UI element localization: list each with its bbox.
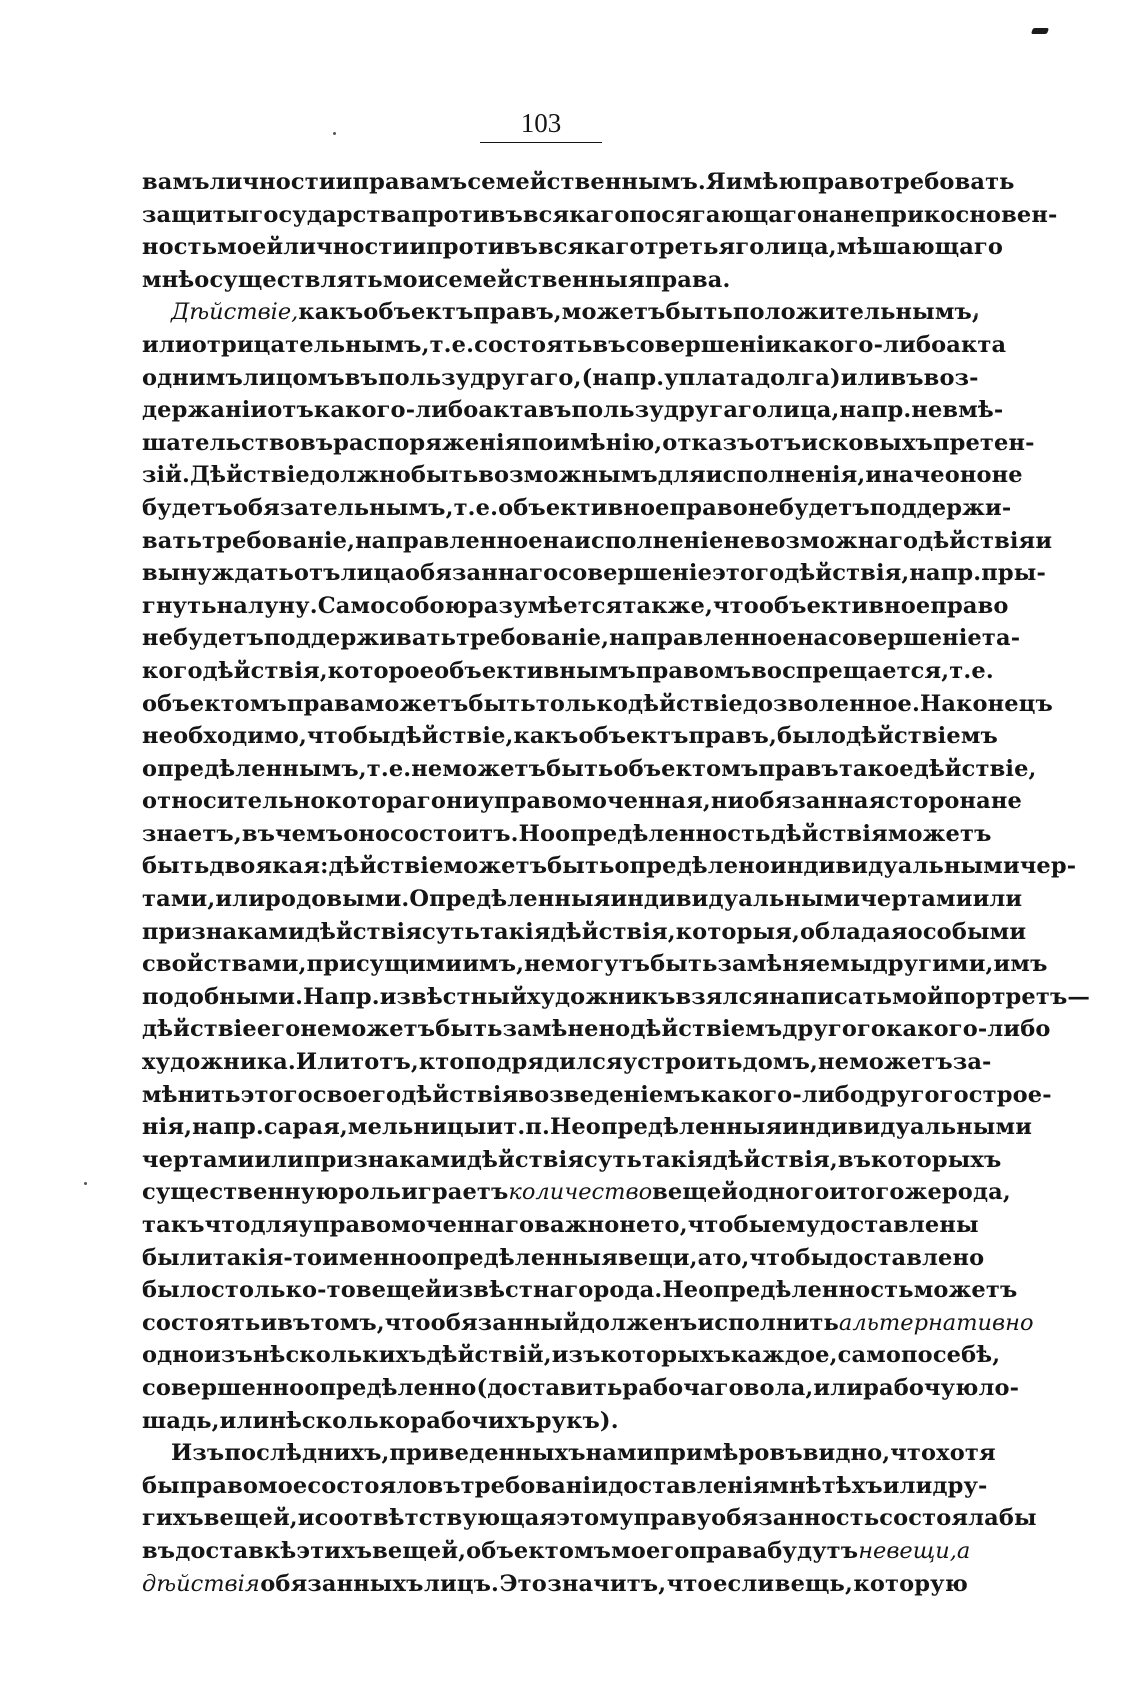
text-line: мнѣ осуществлять мои семейственныя права. <box>142 266 731 293</box>
body-text <box>142 166 1091 1600</box>
text-line: свойствами, присущими имъ, не могутъ быть замѣняемы другими, имъ <box>142 951 1048 978</box>
text-line: относительно котораго ни управомоченная, ни обязанная сторона не <box>142 788 1022 815</box>
text-line: опредѣленнымъ, т. е. не можетъ быть объектомъ правъ такое дѣйствіе, <box>142 755 1037 782</box>
text-line: вамъ личности и правамъ семейственнымъ. Я имѣю право требовать <box>142 169 1015 195</box>
text-line: необходимо, чтобы дѣйствіе, какъ объектъ правъ, было дѣйствіемъ <box>142 723 998 750</box>
text-line: состоять и въ томъ, что обязанный долженъ исполнить альтернативно <box>142 1309 1034 1336</box>
text-line: кого дѣйствія, которое объективнымъ правомъ воспрещается, т. е. <box>142 657 994 684</box>
ink-mark <box>1031 28 1049 34</box>
text-line: Дѣйствіе, какъ объектъ правъ, можетъ быть положительнымъ, <box>171 299 980 326</box>
text-line: гихъ вещей, и соотвѣтствующая этому праву обязанность состояла бы <box>142 1505 1037 1532</box>
text-line: вать требованіе, направленное на исполненіе невозможнаго дѣйствія и <box>142 527 1053 554</box>
text-line: признаками дѣйствія суть такія дѣйствія, которыя, обладая особыми <box>142 918 1027 945</box>
text-line: знаетъ, въ чемъ оно состоитъ. Но опредѣленность дѣйствія можетъ <box>142 820 992 847</box>
text-line: однимъ лицомъ въ пользу другаго, (напр. уплата долга) или въ воз- <box>142 364 979 391</box>
ink-speck <box>84 1182 87 1185</box>
page-number: 103 <box>480 108 602 143</box>
text-line: ность моей личности и противъ всякаго третьяго лица, мѣшающаго <box>142 234 1004 261</box>
text-line: нія, напр. сарая, мельницы и т. п. Неопредѣленныя индивидуальными <box>142 1114 1033 1141</box>
text-line: Изъ послѣднихъ, приведенныхъ нами примѣровъ видно, что хотя <box>171 1440 996 1467</box>
text-line: были такія-то именно опредѣленныя вещи, а то, чтобы доставлено <box>142 1244 985 1271</box>
text-line: въ доставкѣ этихъ вещей, объектомъ моего права будутъ не вещи, а <box>142 1537 971 1564</box>
text-line: быть двоякая: дѣйствіе можетъ быть опредѣлено индивидуальными чер- <box>142 853 1077 880</box>
text-line: мѣнить этого своего дѣйствія возведеніемъ какого-либо другого строе- <box>142 1081 1052 1108</box>
text-line: дѣйствія обязанныхъ лицъ. Это значитъ, что если вещь, которую <box>142 1570 968 1597</box>
text-line: шадь, или нѣсколько рабочихъ рукъ). <box>142 1407 619 1434</box>
text-line: объектомъ права можетъ быть только дѣйствіе дозволенное. Наконецъ <box>142 690 1053 717</box>
text-line: подобными. Напр. извѣстный художникъ взялся написать мой портретъ— <box>142 983 1091 1010</box>
text-line: бы право мое состояло въ требованіи доставленія мнѣ тѣхъ или дру- <box>142 1472 988 1499</box>
ink-speck <box>333 132 336 135</box>
text-line: чертами или признаками дѣйствія суть такія дѣйствія, въ которыхъ <box>142 1146 1002 1173</box>
text-line: держаніи отъ какого-либо акта въ пользу другаго лица, напр. невмѣ- <box>142 397 1004 424</box>
text-line: шательство въ распоряженія по имѣнію, отказъ отъ исковыхъ претен- <box>142 429 1035 456</box>
text-line: зій. Дѣйствіе должно быть возможнымъ для исполненія, иначе оно не <box>142 462 1023 489</box>
text-line: совершенно опредѣленно (доставить рабочаго вола, или рабочую ло- <box>142 1374 1020 1401</box>
text-line: существенную роль играетъ количество вещей одного и того же рода, <box>142 1179 1011 1206</box>
text-line: вынуждать отъ лица обязаннаго совершеніе этого дѣйствія, напр. пры- <box>142 560 1046 587</box>
text-line: будетъ обязательнымъ, т. е. объективное право не будетъ поддержи- <box>142 494 1012 521</box>
text-line: было столько-то вещей извѣстнаго рода. Неопредѣленность можетъ <box>142 1277 1018 1304</box>
text-line: или отрицательнымъ, т. е. состоять въ совершеніи какого - либо акта <box>142 331 1007 358</box>
text-line: защиты государства противъ всякаго посягающаго на неприкосновен- <box>142 201 1058 228</box>
text-line: такъ что для управомоченнаго важно не то, чтобы ему доставлены <box>142 1212 979 1238</box>
text-line: гнуть на луну. Само собою разумѣется также, что объективное право <box>142 592 1009 619</box>
text-line: художника. Или тотъ, кто подрядился устроить домъ, не можетъ за- <box>142 1049 992 1076</box>
text-line: тами, или родовыми. Опредѣленныя индивидуальными чертами или <box>142 886 1023 913</box>
text-line: одно изъ нѣсколькихъ дѣйствій, изъ которыхъ каждое, само по себѣ, <box>142 1342 1001 1369</box>
text-line: не будетъ поддерживать требованіе, направленное на совершеніе та- <box>142 625 1021 652</box>
text-line: дѣйствіе его не можетъ быть замѣнено дѣйствіемъ другого какого-либо <box>142 1016 1051 1043</box>
